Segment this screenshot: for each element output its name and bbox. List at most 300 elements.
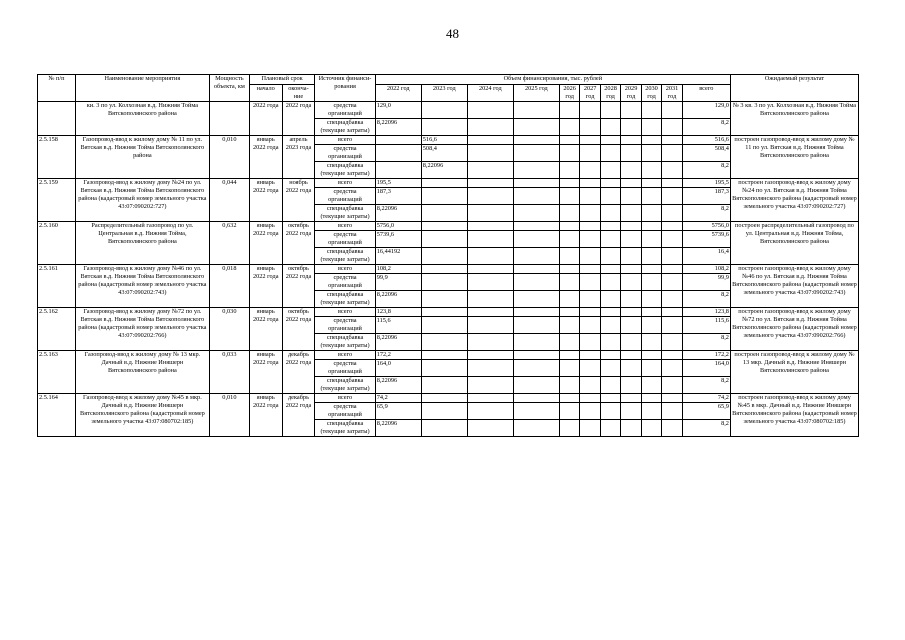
year-value: [662, 162, 682, 179]
year-value: [621, 102, 641, 119]
year-value: [641, 351, 661, 360]
row-number: 2.5.164: [38, 394, 76, 437]
row-number: 2.5.159: [38, 179, 76, 222]
year-value: [600, 231, 620, 248]
year-value: [580, 188, 600, 205]
measure-name: Газопровод-ввод к жилому дому № 13 мкр. Дачный в.д. Нижние Иняшерн Вятскополянского района: [75, 351, 209, 394]
expected-result: построен газопровод-ввод к жилому дому №45 в мкр. Дачный в.д. Нижние Иняшерн Вятскополянского района (кадастровый номер земельного участка 43:07:080702:185): [730, 394, 858, 437]
funding-source: средства организаций: [315, 274, 375, 291]
year-value: [662, 420, 682, 437]
year-value: [513, 360, 559, 377]
year-value: [580, 394, 600, 403]
year-value: [559, 188, 579, 205]
year-value: [559, 317, 579, 334]
funding-source: всего: [315, 136, 375, 145]
year-value: 123,8: [375, 308, 421, 317]
funding-source: спецнадбавка (текущие затраты): [315, 119, 375, 136]
year-value: 187,3: [375, 188, 421, 205]
funding-source: средства организаций: [315, 231, 375, 248]
year-value: [375, 136, 421, 145]
year-value: [559, 119, 579, 136]
funding-source: средства организаций: [315, 360, 375, 377]
year-value: [641, 205, 661, 222]
year-value: [421, 360, 467, 377]
year-value: [662, 291, 682, 308]
year-value: [662, 351, 682, 360]
year-value: [580, 248, 600, 265]
year-value: [467, 351, 513, 360]
year-value: [421, 317, 467, 334]
year-value: [621, 291, 641, 308]
funding-source: спецнадбавка (текущие затраты): [315, 248, 375, 265]
year-value: [600, 205, 620, 222]
year-value: [421, 222, 467, 231]
year-value: 164,0: [375, 360, 421, 377]
year-value: [600, 317, 620, 334]
year-value: 129,0: [375, 102, 421, 119]
year-value: [513, 420, 559, 437]
year-value: [641, 274, 661, 291]
year-value: 74,2: [375, 394, 421, 403]
year-value: 5756,0: [375, 222, 421, 231]
year-value: [513, 231, 559, 248]
year-value: [513, 334, 559, 351]
year-value: [467, 231, 513, 248]
year-value: [662, 119, 682, 136]
year-value: [513, 136, 559, 145]
year-value: [600, 222, 620, 231]
row-number: [38, 102, 76, 136]
table-header: [38, 75, 859, 102]
header-result: Ожидаемый результат: [730, 75, 858, 102]
year-value: [600, 188, 620, 205]
year-value: [467, 205, 513, 222]
header-year: 2026 год: [559, 85, 579, 102]
start-date: январь 2022 года: [249, 394, 282, 437]
year-value: [467, 162, 513, 179]
year-value: [421, 394, 467, 403]
total-value: 8,2: [682, 291, 730, 308]
end-date: октябрь 2022 года: [282, 308, 315, 351]
year-value: [580, 274, 600, 291]
year-value: [467, 188, 513, 205]
year-value: [662, 145, 682, 162]
year-value: [600, 248, 620, 265]
year-value: [600, 420, 620, 437]
year-value: [559, 265, 579, 274]
year-value: [513, 394, 559, 403]
year-value: [513, 351, 559, 360]
total-value: 8,2: [682, 334, 730, 351]
year-value: 65,9: [375, 403, 421, 420]
year-value: [559, 145, 579, 162]
start-date: январь 2022 года: [249, 351, 282, 394]
funding-source: всего: [315, 265, 375, 274]
year-value: [621, 162, 641, 179]
year-value: [513, 248, 559, 265]
year-value: [621, 222, 641, 231]
year-value: [513, 274, 559, 291]
end-date: апрель 2023 года: [282, 136, 315, 179]
year-value: [559, 360, 579, 377]
year-value: [662, 403, 682, 420]
object-power: 0,030: [209, 308, 249, 351]
year-value: [662, 317, 682, 334]
table-row: [38, 394, 859, 403]
header-year: 2029 год: [621, 85, 641, 102]
total-value: 65,9: [682, 403, 730, 420]
year-value: 8,22096: [375, 334, 421, 351]
year-value: 195,5: [375, 179, 421, 188]
year-value: [600, 102, 620, 119]
year-value: [559, 136, 579, 145]
year-value: [513, 317, 559, 334]
object-power: 0,018: [209, 265, 249, 308]
start-date: январь 2022 года: [249, 308, 282, 351]
year-value: [580, 162, 600, 179]
funding-source: спецнадбавка (текущие затраты): [315, 420, 375, 437]
end-date: декабрь 2022 года: [282, 394, 315, 437]
total-value: 195,5: [682, 179, 730, 188]
year-value: [641, 231, 661, 248]
year-value: [662, 179, 682, 188]
funding-source: средства организаций: [315, 317, 375, 334]
total-value: 16,4: [682, 248, 730, 265]
year-value: [641, 248, 661, 265]
year-value: 8,22096: [375, 119, 421, 136]
header-power: Мощность объекта, км: [209, 75, 249, 102]
year-value: [467, 360, 513, 377]
year-value: [580, 119, 600, 136]
year-value: [580, 102, 600, 119]
year-value: [421, 420, 467, 437]
measure-name: Газопровод-ввод к жилому дому №72 по ул. Вятская в.д. Нижняя Тойма Вятскополянского района (кадастровый номер земельного участка 43:07:090202:766): [75, 308, 209, 351]
year-value: [580, 403, 600, 420]
header-start: начало: [249, 85, 282, 102]
year-value: [621, 188, 641, 205]
year-value: [621, 231, 641, 248]
year-value: [641, 119, 661, 136]
year-value: [621, 334, 641, 351]
end-date: октябрь 2022 года: [282, 222, 315, 265]
end-date: 2022 года: [282, 102, 315, 136]
year-value: [467, 102, 513, 119]
total-value: 187,3: [682, 188, 730, 205]
year-value: [641, 334, 661, 351]
year-value: [662, 136, 682, 145]
measure-name: Газопровод-ввод к жилому дому №45 в мкр. Дачный в.д. Нижние Иняшерн Вятскополянского района (кадастровый номер земельного участка 43:07:080702:185): [75, 394, 209, 437]
year-value: [513, 222, 559, 231]
expected-result: построен газопровод-ввод к жилому дому №24 по ул. Вятская в.д. Нижняя Тойма Вятскополянского района (кадастровый номер земельного участка 43:07:090202:727): [730, 179, 858, 222]
table-row: [38, 351, 859, 360]
total-value: 8,2: [682, 205, 730, 222]
total-value: 8,2: [682, 162, 730, 179]
year-value: [559, 334, 579, 351]
table-row: [38, 222, 859, 231]
funding-source: всего: [315, 222, 375, 231]
table-row: [38, 265, 859, 274]
year-value: [580, 179, 600, 188]
object-power: 0,010: [209, 136, 249, 179]
header-source: Источник финанси-рования: [315, 75, 375, 102]
year-value: [580, 265, 600, 274]
start-date: январь 2022 года: [249, 222, 282, 265]
year-value: [421, 377, 467, 394]
year-value: 16,44192: [375, 248, 421, 265]
year-value: 115,6: [375, 317, 421, 334]
year-value: [467, 265, 513, 274]
total-value: 164,0: [682, 360, 730, 377]
start-date: 2022 года: [249, 102, 282, 136]
year-value: [421, 188, 467, 205]
year-value: [559, 179, 579, 188]
funding-source: всего: [315, 179, 375, 188]
year-value: [421, 308, 467, 317]
table-row: [38, 136, 859, 145]
year-value: [513, 119, 559, 136]
year-value: [641, 317, 661, 334]
year-value: [513, 377, 559, 394]
year-value: 172,2: [375, 351, 421, 360]
year-value: [559, 222, 579, 231]
year-value: [621, 308, 641, 317]
table-row: [38, 102, 859, 119]
year-value: [467, 222, 513, 231]
total-value: 8,2: [682, 420, 730, 437]
year-value: [513, 162, 559, 179]
year-value: [467, 136, 513, 145]
year-value: [621, 360, 641, 377]
row-number: 2.5.162: [38, 308, 76, 351]
header-year: 2024 год: [467, 85, 513, 102]
total-value: 8,2: [682, 377, 730, 394]
year-value: [662, 265, 682, 274]
header-period: Плановый срок: [249, 75, 315, 85]
header-year: 2030 год: [641, 85, 661, 102]
year-value: [559, 102, 579, 119]
year-value: [375, 145, 421, 162]
header-year: 2025 год: [513, 85, 559, 102]
year-value: [641, 394, 661, 403]
year-value: [421, 334, 467, 351]
year-value: [641, 265, 661, 274]
year-value: [580, 377, 600, 394]
end-date: ноябрь 2022 года: [282, 179, 315, 222]
year-value: [600, 274, 620, 291]
total-value: 115,6: [682, 317, 730, 334]
total-value: 74,2: [682, 394, 730, 403]
year-value: [559, 403, 579, 420]
year-value: [600, 162, 620, 179]
header-year: 2028 год: [600, 85, 620, 102]
year-value: [559, 377, 579, 394]
year-value: [662, 308, 682, 317]
year-value: [600, 334, 620, 351]
year-value: [641, 188, 661, 205]
year-value: [641, 145, 661, 162]
year-value: 99,9: [375, 274, 421, 291]
year-value: [421, 351, 467, 360]
year-value: [513, 145, 559, 162]
year-value: 8,22096: [375, 205, 421, 222]
year-value: [467, 179, 513, 188]
start-date: январь 2022 года: [249, 265, 282, 308]
header-year: 2027 год: [580, 85, 600, 102]
year-value: [600, 308, 620, 317]
measure-name: Распределительный газопровод по ул. Центральная в.д. Нижняя Тойма, Вятскополянского района: [75, 222, 209, 265]
year-value: [662, 360, 682, 377]
year-value: 8,22096: [375, 377, 421, 394]
year-value: [621, 420, 641, 437]
funding-source: спецнадбавка (текущие затраты): [315, 162, 375, 179]
header-year: 2031 год: [662, 85, 682, 102]
expected-result: построен распределительный газопровод по ул. Центральная в.д. Нижняя Тойма, Вятскополянского района: [730, 222, 858, 265]
funding-source: всего: [315, 351, 375, 360]
year-value: [513, 265, 559, 274]
year-value: [600, 265, 620, 274]
year-value: [580, 308, 600, 317]
year-value: [600, 403, 620, 420]
year-value: [600, 136, 620, 145]
year-value: [421, 265, 467, 274]
header-name: Наименование мероприятия: [75, 75, 209, 102]
year-value: [662, 377, 682, 394]
end-date: октябрь 2022 года: [282, 265, 315, 308]
year-value: [421, 119, 467, 136]
year-value: [559, 420, 579, 437]
year-value: 108,2: [375, 265, 421, 274]
year-value: [559, 308, 579, 317]
header-num: № п/п: [38, 75, 76, 102]
measure-name: Газопровод-ввод к жилому дому № 11 по ул. Вятская в.д. Нижняя Тойма Вятскополянского района: [75, 136, 209, 179]
year-value: [467, 145, 513, 162]
funding-source: средства организаций: [315, 145, 375, 162]
year-value: [580, 291, 600, 308]
year-value: [662, 394, 682, 403]
table-body: [38, 102, 859, 437]
year-value: [600, 377, 620, 394]
year-value: [641, 308, 661, 317]
object-power: 0,632: [209, 222, 249, 265]
year-value: [662, 231, 682, 248]
year-value: [421, 179, 467, 188]
year-value: [513, 291, 559, 308]
year-value: [559, 231, 579, 248]
year-value: [580, 205, 600, 222]
year-value: [621, 179, 641, 188]
total-value: 99,9: [682, 274, 730, 291]
year-value: [513, 403, 559, 420]
page-number: 48: [446, 26, 459, 41]
start-date: январь 2022 года: [249, 136, 282, 179]
start-date: январь 2022 года: [249, 179, 282, 222]
year-value: [641, 420, 661, 437]
year-value: [580, 334, 600, 351]
total-value: 8,2: [682, 119, 730, 136]
year-value: 516,6: [421, 136, 467, 145]
funding-source: средства организаций: [315, 188, 375, 205]
year-value: [600, 145, 620, 162]
table-row: [38, 308, 859, 317]
year-value: [467, 274, 513, 291]
expected-result: построен газопровод-ввод к жилому дому № 13 мкр. Дачный в.д. Нижние Иняшерн Вятскополянского района: [730, 351, 858, 394]
year-value: [600, 119, 620, 136]
header-end: оконча-ние: [282, 85, 315, 102]
expected-result: № 3 кв. 3 по ул. Колхозная в.д. Нижняя Тойма Вятскополянского района: [730, 102, 858, 136]
year-value: [641, 102, 661, 119]
year-value: [662, 102, 682, 119]
year-value: [641, 179, 661, 188]
year-value: [662, 222, 682, 231]
row-number: 2.5.160: [38, 222, 76, 265]
year-value: [641, 291, 661, 308]
funding-source: спецнадбавка (текущие затраты): [315, 205, 375, 222]
year-value: [421, 231, 467, 248]
year-value: [600, 291, 620, 308]
year-value: [662, 274, 682, 291]
year-value: [662, 205, 682, 222]
year-value: [513, 205, 559, 222]
year-value: [513, 102, 559, 119]
year-value: [467, 248, 513, 265]
funding-source: всего: [315, 394, 375, 403]
year-value: [621, 377, 641, 394]
year-value: [513, 179, 559, 188]
expected-result: построен газопровод-ввод к жилому дому №72 по ул. Вятская в.д. Нижняя Тойма Вятскополянского района (кадастровый номер земельного участка 43:07:090202:766): [730, 308, 858, 351]
header-year: 2023 год: [421, 85, 467, 102]
funding-source: спецнадбавка (текущие затраты): [315, 377, 375, 394]
year-value: [621, 145, 641, 162]
year-value: [467, 334, 513, 351]
year-value: [513, 308, 559, 317]
year-value: [559, 394, 579, 403]
year-value: [600, 394, 620, 403]
year-value: [467, 403, 513, 420]
year-value: [662, 188, 682, 205]
total-value: 172,2: [682, 351, 730, 360]
year-value: [559, 205, 579, 222]
expected-result: построен газопровод-ввод к жилому дому №46 по ул. Вятская в.д. Нижняя Тойма Вятскополянского района (кадастровый номер земельного участка 43:07:090202:743): [730, 265, 858, 308]
year-value: [421, 403, 467, 420]
object-power: 0,033: [209, 351, 249, 394]
total-value: 5756,0: [682, 222, 730, 231]
year-value: [467, 394, 513, 403]
year-value: [467, 291, 513, 308]
year-value: 8,22096: [375, 420, 421, 437]
object-power: [209, 102, 249, 136]
total-value: 508,4: [682, 145, 730, 162]
year-value: [621, 248, 641, 265]
year-value: [559, 351, 579, 360]
funding-source: спецнадбавка (текущие затраты): [315, 291, 375, 308]
year-value: [621, 136, 641, 145]
year-value: [600, 179, 620, 188]
object-power: 0,010: [209, 394, 249, 437]
measure-name: Газопровод-ввод к жилому дому №46 по ул. Вятская в.д. Нижняя Тойма Вятскополянского района (кадастровый номер земельного участка 43:07:090202:743): [75, 265, 209, 308]
table-row: [38, 179, 859, 188]
year-value: [467, 308, 513, 317]
year-value: [513, 188, 559, 205]
year-value: [580, 317, 600, 334]
year-value: [580, 145, 600, 162]
year-value: [421, 205, 467, 222]
year-value: [580, 222, 600, 231]
year-value: [467, 377, 513, 394]
year-value: [421, 274, 467, 291]
header-volume: Объем финансирования, тыс. рублей: [375, 75, 730, 85]
year-value: [621, 119, 641, 136]
year-value: [662, 334, 682, 351]
